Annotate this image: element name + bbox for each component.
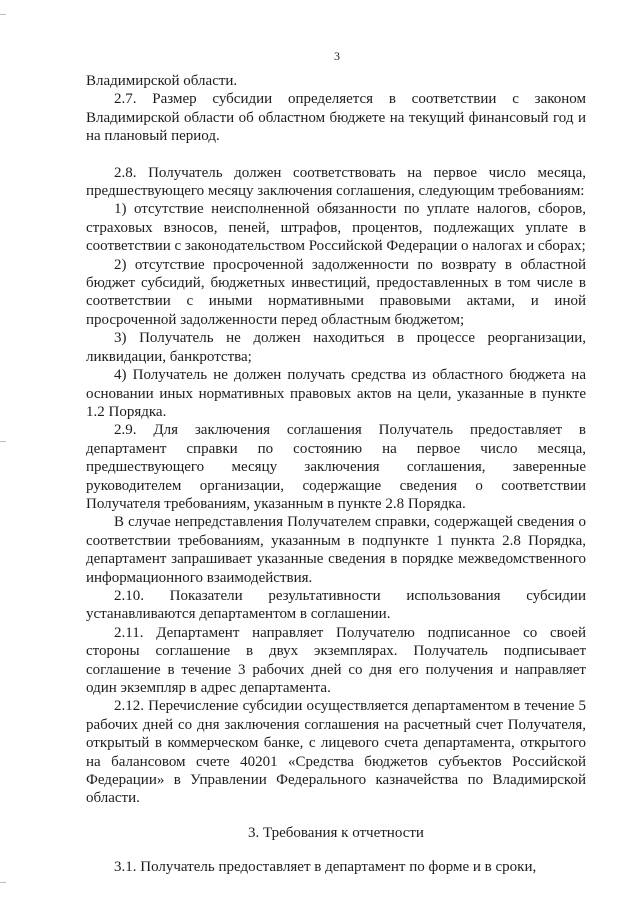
paragraph-2-8-item-3: 3) Получатель не должен находиться в процессе реорганизации, ликвидации, банкротства; bbox=[86, 330, 586, 365]
paragraph-2-11: 2.11. Департамент направляет Получателю подписанное со своей стороны соглашение в двух экземплярах. Получатель подписывает соглашение в течение 3 рабочих дней со дня его получения и направляет один экземпляр в адрес департамента. bbox=[86, 624, 586, 696]
scan-margin-mark bbox=[0, 441, 6, 442]
document-body bbox=[86, 72, 586, 877]
paragraph-2-12: 2.12. Перечисление субсидии осуществляется департаментом в течение 5 рабочих дней со дня заключения соглашения на расчетный счет Получателя, открытый в коммерческом банке, с лицевого счета департамента, открытого на балансовом счете 40201 «Средства бюджетов субъектов Российской Федерации» в Управлении Федерального казначейства по Владимирской области. bbox=[86, 698, 586, 807]
scan-margin-mark bbox=[0, 882, 6, 883]
paragraph-2-8-item-2: 2) отсутствие просроченной задолженности по возврату в областной бюджет субсидий, бюджетных инвестиций, предоставленных в том числе в соответствии с иными нормативными правовыми актами, и иной просроченной задолженности перед областным бюджетом; bbox=[86, 256, 586, 328]
paragraph-2-9-note: В случае непредставления Получателем справки, содержащей сведения о соответствии требованиям, указанным в подпункте 1 пункта 2.8 Порядка, департамент запрашивает указанные сведения в порядке межведомственного информационного взаимодействия. bbox=[86, 514, 586, 586]
paragraph-2-9: 2.9. Для заключения соглашения Получатель предоставляет в департамент справки по состоянию на первое число месяца, предшествующего месяцу заключения соглашения, заверенные руководителем организации, содержащие сведения о соответствии Получателя требованиям, указанным в пункте 2.8 Порядка. bbox=[86, 422, 586, 512]
paragraph-2-8-item-1: 1) отсутствие неисполненной обязанности по уплате налогов, сборов, страховых взносов, пеней, штрафов, процентов, подлежащих уплате в соответствии с законодательством Российской Федерации о налогах и сборах; bbox=[86, 201, 586, 255]
page-number: 3 bbox=[334, 49, 340, 63]
scan-margin-mark bbox=[0, 14, 6, 15]
paragraph-2-10: 2.10. Показатели результативности использования субсидии устанавливаются департаментом в соглашении. bbox=[86, 587, 586, 623]
paragraph-3-1: 3.1. Получатель предоставляет в департамент по форме и в сроки, bbox=[114, 859, 537, 876]
paragraph-2-8: 2.8. Получатель должен соответствовать на первое число месяца, предшествующего месяцу заключения соглашения, следующим требованиям: bbox=[86, 164, 586, 200]
section-heading: 3. Требования к отчетности bbox=[248, 824, 424, 841]
paragraph-2-8-item-4: 4) Получатель не должен получать средства из областного бюджета на основании иных нормативных правовых актов на цели, указанные в пункте 1.2 Порядка. bbox=[86, 367, 586, 420]
paragraph-2-7: 2.7. Размер субсидии определяется в соответствии с законом Владимирской области об областном бюджете на текущий финансовый год и на плановый период. bbox=[86, 91, 586, 145]
paragraph-continuation: Владимирской области. bbox=[86, 73, 238, 89]
